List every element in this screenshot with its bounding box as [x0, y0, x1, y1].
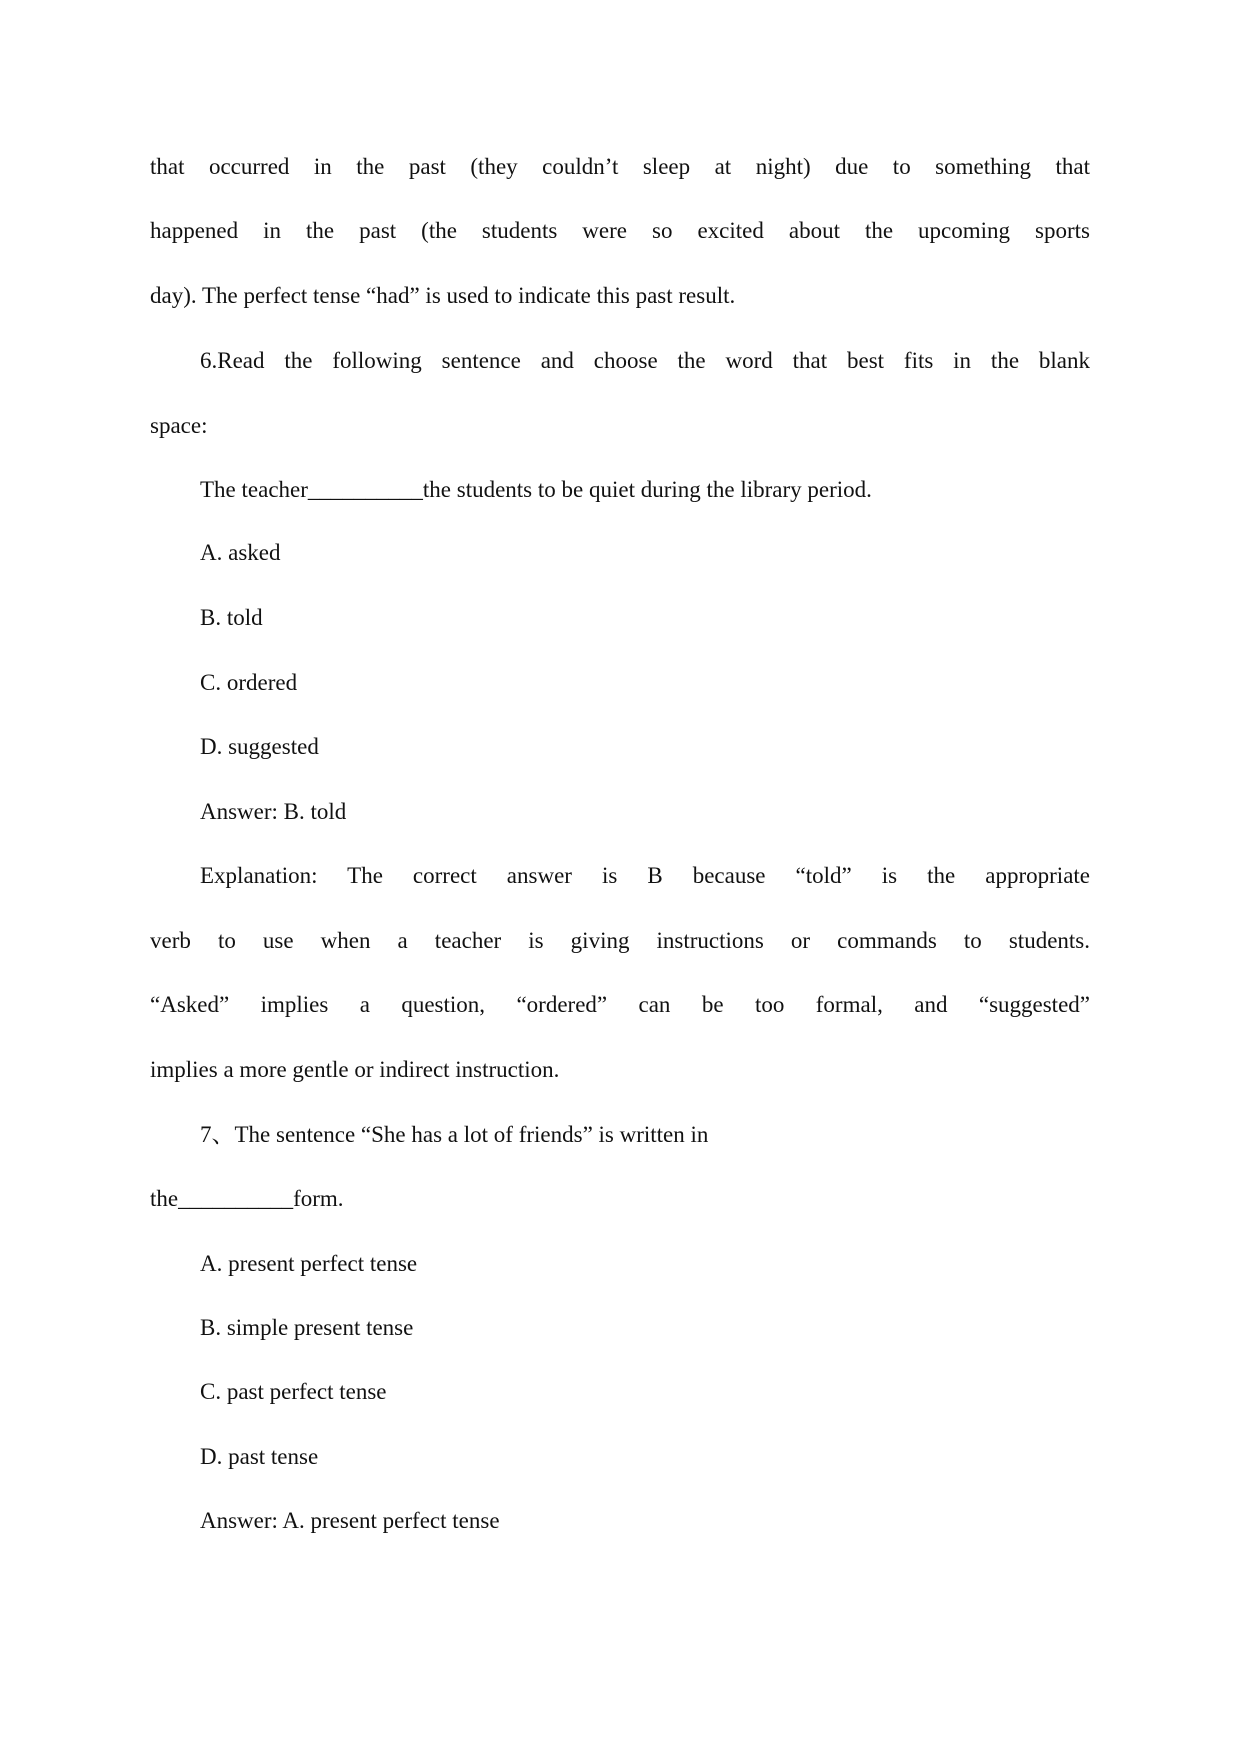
- paragraph-line: that occurred in the past (they couldn’t sleep at night) due to something that: [150, 154, 1090, 179]
- question-6-text: 6.Read the following sentence and choose the word that best fits in the blank: [200, 348, 1090, 373]
- explanation-line: verb to use when a teacher is giving instructions or commands to students.: [150, 928, 1090, 953]
- question-6-text: space:: [150, 413, 208, 438]
- answer-line: Answer: A. present perfect tense: [200, 1508, 500, 1533]
- option-b: B. simple present tense: [200, 1315, 414, 1340]
- explanation-line: implies a more gentle or indirect instruction.: [150, 1057, 560, 1082]
- answer-line: Answer: B. told: [200, 799, 347, 824]
- explanation-line: “Asked” implies a question, “ordered” can be too formal, and “suggested”: [150, 992, 1090, 1017]
- option-c: C. ordered: [200, 670, 298, 695]
- option-d: D. suggested: [200, 734, 319, 759]
- explanation-line: Explanation: The correct answer is B because “told” is the appropriate: [200, 863, 1090, 888]
- question-7-text: the__________form.: [150, 1186, 344, 1211]
- option-a: A. present perfect tense: [200, 1251, 418, 1276]
- paragraph-line: happened in the past (the students were so excited about the upcoming sports: [150, 218, 1090, 243]
- option-d: D. past tense: [200, 1444, 319, 1469]
- paragraph-line: day). The perfect tense “had” is used to indicate this past result.: [150, 283, 736, 308]
- question-7-text: 7、The sentence “She has a lot of friends” is written in: [200, 1122, 709, 1147]
- question-6-sentence: The teacher__________the students to be quiet during the library period.: [200, 477, 872, 502]
- option-a: A. asked: [200, 540, 281, 565]
- option-b: B. told: [200, 605, 263, 630]
- option-c: C. past perfect tense: [200, 1379, 387, 1404]
